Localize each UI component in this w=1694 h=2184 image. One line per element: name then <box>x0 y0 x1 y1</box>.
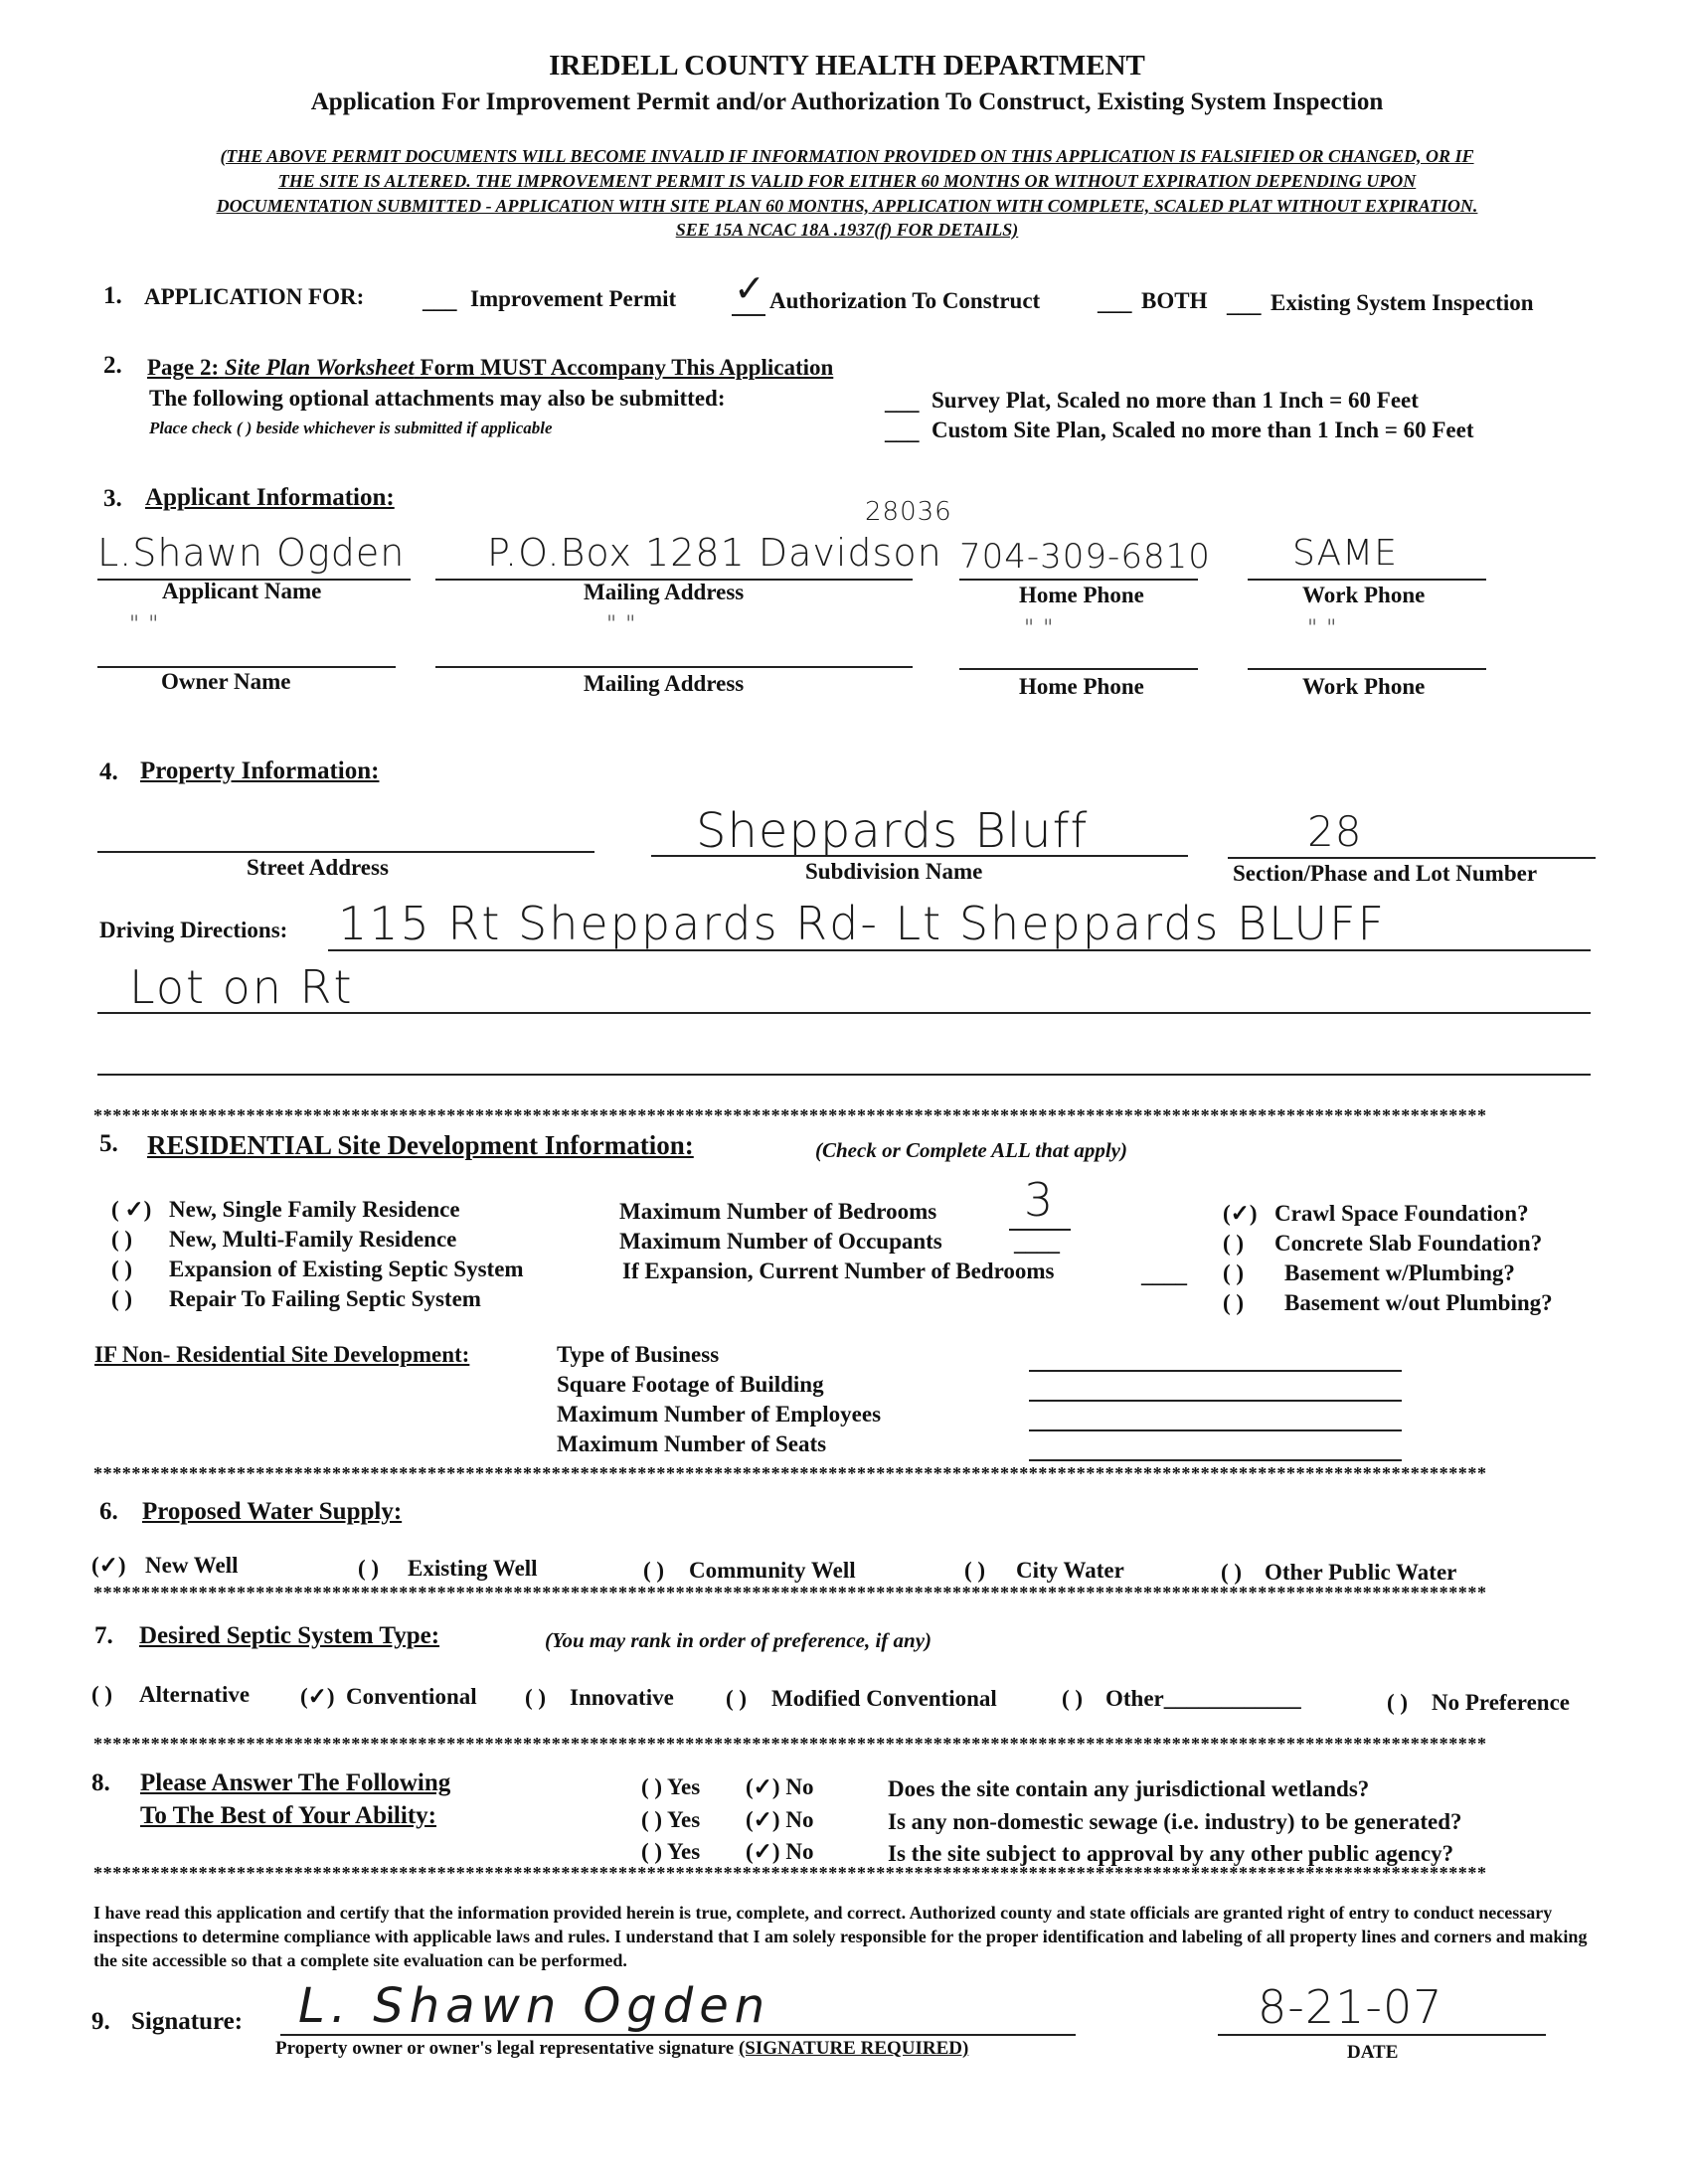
home-phone-label: Home Phone <box>1019 583 1144 607</box>
validity-warning-line-1: (THE ABOVE PERMIT DOCUMENTS WILL BECOME INVALID IF INFORMATION PROVIDED ON THIS APPLICATION IS FALSIFIED OR CHANGED, OR IF <box>220 146 1474 166</box>
agency-yes[interactable]: ( ) Yes <box>641 1839 701 1864</box>
max-seats-label: Maximum Number of Seats <box>557 1431 827 1456</box>
basement-plumbing-checkbox[interactable]: ( ) <box>1223 1260 1245 1285</box>
authorization-check-mark: ✓ <box>734 266 766 310</box>
type-of-business-label: Type of Business <box>557 1342 720 1367</box>
owner-mailing-address-label: Mailing Address <box>584 671 745 696</box>
subdivision-name-field[interactable] <box>651 855 1188 857</box>
basement-plumbing-label: Basement w/Plumbing? <box>1284 1260 1515 1285</box>
section-4-number: 4. <box>99 758 118 785</box>
expansion-checkbox[interactable]: ( ) <box>111 1257 133 1281</box>
max-bedrooms-value: 3 <box>1024 1173 1055 1227</box>
max-employees-field[interactable] <box>1029 1429 1402 1431</box>
innovative-label: Innovative <box>570 1685 674 1710</box>
date-caption: DATE <box>1347 2042 1399 2063</box>
applicant-name-label: Applicant Name <box>162 579 322 603</box>
expansion-label: Expansion of Existing Septic System <box>169 1257 524 1281</box>
validity-warning-line-4: SEE 15A NCAC 18A .1937(f) FOR DETAILS) <box>675 220 1019 240</box>
current-bedrooms-label: If Expansion, Current Number of Bedrooms <box>622 1259 1055 1283</box>
owner-work-phone-ditto: " " <box>1307 616 1338 641</box>
crawl-space-label: Crawl Space Foundation? <box>1274 1201 1529 1226</box>
signature-value: L. Shawn Ogden <box>298 1978 771 2034</box>
form-subtitle: Application For Improvement Permit and/or Authorization To Construct, Existing System Inspection <box>310 88 1384 115</box>
type-of-business-field[interactable] <box>1029 1370 1402 1372</box>
sewage-yes[interactable]: ( ) Yes <box>641 1807 701 1832</box>
conventional-checkbox[interactable]: (✓) <box>300 1684 335 1709</box>
other-septic-label[interactable]: Other____________ <box>1105 1686 1301 1711</box>
wetlands-yes[interactable]: ( ) Yes <box>641 1774 701 1799</box>
application-for-label: APPLICATION FOR: <box>144 284 365 309</box>
driving-directions-label: Driving Directions: <box>99 918 288 942</box>
section-5-number: 5. <box>99 1130 118 1157</box>
separator: ************************************************************************************************************************************************** <box>93 1463 1487 1483</box>
custom-site-plan-option: Custom Site Plan, Scaled no more than 1 Inch = 60 Feet <box>932 418 1474 442</box>
improvement-permit-option: Improvement Permit <box>470 286 677 311</box>
survey-plat-option: Survey Plat, Scaled no more than 1 Inch = 60 Feet <box>932 388 1419 413</box>
authorization-option: Authorization To Construct <box>769 288 1041 313</box>
wetlands-no[interactable]: (✓) No <box>746 1774 814 1799</box>
owner-work-phone-label: Work Phone <box>1302 674 1426 699</box>
alternative-checkbox[interactable]: ( ) <box>91 1682 113 1707</box>
owner-name-label: Owner Name <box>161 669 291 694</box>
max-seats-field[interactable] <box>1029 1459 1402 1461</box>
driving-directions-value-1: 115 Rt Sheppards Rd- Lt Sheppards BLUFF <box>338 897 1387 950</box>
rank-preference-note: (You may rank in order of preference, if any) <box>545 1628 932 1652</box>
section-7-number: 7. <box>94 1622 113 1649</box>
answer-following-heading-1: Please Answer The Following <box>140 1769 451 1796</box>
max-occupants-field[interactable]: ____ <box>1014 1231 1060 1256</box>
sewage-no[interactable]: (✓) No <box>746 1807 814 1832</box>
max-employees-label: Maximum Number of Employees <box>557 1402 882 1427</box>
custom-site-plan-blank[interactable]: ___ <box>885 420 920 444</box>
home-phone-value: 704-309-6810 <box>959 537 1211 577</box>
owner-mailing-ditto: " " <box>606 612 637 637</box>
applicant-name-value: L.Shawn Ogden <box>97 531 406 575</box>
separator: ************************************************************************************************************************************************** <box>93 1105 1487 1125</box>
survey-plat-blank[interactable]: ___ <box>885 390 920 415</box>
owner-name-field[interactable] <box>97 666 396 668</box>
applicant-info-heading: Applicant Information: <box>145 484 395 511</box>
street-address-field[interactable] <box>97 851 594 853</box>
owner-name-ditto: " " <box>129 612 160 637</box>
street-address-label: Street Address <box>247 855 389 880</box>
driving-directions-field-1[interactable] <box>328 949 1591 951</box>
agency-question: Is the site subject to approval by any other public agency? <box>888 1841 1454 1866</box>
basement-no-plumbing-label: Basement w/out Plumbing? <box>1284 1290 1553 1315</box>
section-6-number: 6. <box>99 1498 118 1525</box>
subdivision-name-value: Sheppards Bluff <box>696 803 1089 859</box>
new-well-label: New Well <box>145 1553 239 1578</box>
other-public-water-checkbox[interactable]: ( ) <box>1221 1560 1243 1585</box>
section-2-number: 2. <box>103 352 122 379</box>
form-title: IREDELL COUNTY HEALTH DEPARTMENT <box>549 50 1145 82</box>
work-phone-value: SAME <box>1292 533 1398 574</box>
residential-heading: RESIDENTIAL Site Development Information: <box>147 1130 694 1160</box>
community-well-label: Community Well <box>689 1558 856 1583</box>
modified-conventional-label: Modified Conventional <box>771 1686 997 1711</box>
other-public-water-label: Other Public Water <box>1265 1560 1457 1585</box>
home-phone-field[interactable] <box>959 579 1198 581</box>
other-septic-checkbox[interactable]: ( ) <box>1062 1686 1084 1711</box>
square-footage-field[interactable] <box>1029 1400 1402 1402</box>
driving-directions-value-2: Lot on Rt <box>129 960 354 1014</box>
slab-label: Concrete Slab Foundation? <box>1274 1231 1543 1256</box>
section-8-number: 8. <box>91 1769 110 1796</box>
zip-code-value: 28036 <box>865 497 952 527</box>
existing-inspection-blank[interactable]: ___ <box>1227 292 1262 317</box>
water-supply-heading: Proposed Water Supply: <box>142 1498 403 1525</box>
section-3-number: 3. <box>103 485 122 512</box>
work-phone-field[interactable] <box>1248 579 1486 581</box>
section-9-number: 9. <box>91 2008 110 2035</box>
multi-family-label: New, Multi-Family Residence <box>169 1227 457 1252</box>
single-family-label: New, Single Family Residence <box>169 1197 460 1222</box>
validity-warning-line-2: THE SITE IS ALTERED. THE IMPROVEMENT PERMIT IS VALID FOR EITHER 60 MONTHS OR WITHOUT EXPIRATION DEPENDING UPON <box>277 171 1417 191</box>
both-option: BOTH <box>1141 288 1208 313</box>
owner-home-phone-field[interactable] <box>959 668 1198 670</box>
lot-number-value: 28 <box>1307 807 1363 856</box>
optional-attachments-text: The following optional attachments may also be submitted: <box>149 386 726 411</box>
crawl-space-checkbox[interactable]: (✓) <box>1223 1201 1258 1226</box>
max-bedrooms-label: Maximum Number of Bedrooms <box>619 1199 937 1224</box>
existing-well-label: Existing Well <box>408 1556 538 1581</box>
signature-field[interactable] <box>280 2034 1076 2036</box>
repair-checkbox[interactable]: ( ) <box>111 1286 133 1311</box>
square-footage-label: Square Footage of Building <box>557 1372 824 1397</box>
date-value: 8-21-07 <box>1258 1980 1443 2034</box>
validity-warning-line-3: DOCUMENTATION SUBMITTED - APPLICATION WITH SITE PLAN 60 MONTHS, APPLICATION WITH COMPLETE, SCALED PLAT WITHOUT EXPIRATION. <box>216 196 1478 216</box>
check-all-note: (Check or Complete ALL that apply) <box>815 1138 1127 1162</box>
authorization-blank[interactable] <box>732 314 765 316</box>
existing-inspection-option: Existing System Inspection <box>1270 290 1534 315</box>
improvement-permit-blank[interactable]: ___ <box>423 288 457 313</box>
agency-no[interactable]: (✓) No <box>746 1839 814 1864</box>
separator: ************************************************************************************************************************************************** <box>93 1583 1487 1602</box>
wetlands-question: Does the site contain any jurisdictional wetlands? <box>888 1776 1370 1801</box>
current-bedrooms-field[interactable]: ____ <box>1141 1262 1187 1287</box>
subdivision-name-label: Subdivision Name <box>805 859 983 884</box>
section-1-number: 1. <box>103 282 122 309</box>
max-occupants-label: Maximum Number of Occupants <box>619 1229 942 1254</box>
slab-checkbox[interactable]: ( ) <box>1223 1231 1245 1256</box>
owner-mailing-address-field[interactable] <box>435 666 913 668</box>
driving-directions-field-2[interactable] <box>97 1012 1591 1014</box>
single-family-checkbox[interactable]: ( ✓) <box>111 1197 152 1222</box>
existing-well-checkbox[interactable]: ( ) <box>358 1556 380 1581</box>
owner-home-phone-label: Home Phone <box>1019 674 1144 699</box>
multi-family-checkbox[interactable]: ( ) <box>111 1227 133 1252</box>
repair-label: Repair To Failing Septic System <box>169 1286 481 1311</box>
signature-label: Signature: <box>131 2008 244 2035</box>
separator: ************************************************************************************************************************************************** <box>93 1734 1487 1754</box>
place-check-instruction: Place check ( ) beside whichever is submitted if applicable <box>149 419 553 437</box>
city-water-label: City Water <box>1016 1558 1124 1583</box>
mailing-address-value: P.O.Box 1281 Davidson <box>487 531 942 575</box>
owner-work-phone-field[interactable] <box>1248 668 1486 670</box>
property-info-heading: Property Information: <box>140 757 380 784</box>
innovative-checkbox[interactable]: ( ) <box>525 1685 547 1710</box>
date-field[interactable] <box>1218 2034 1546 2036</box>
alternative-label: Alternative <box>139 1682 251 1707</box>
basement-no-plumbing-checkbox[interactable]: ( ) <box>1223 1290 1245 1315</box>
non-residential-label: IF Non- Residential Site Development: <box>94 1342 470 1367</box>
no-preference-checkbox[interactable]: ( ) <box>1387 1690 1409 1715</box>
both-blank[interactable]: ___ <box>1098 290 1132 315</box>
new-well-checkbox[interactable]: (✓) <box>91 1553 126 1578</box>
certification-text: I have read this application and certify that the information provided herein is true, complete, and correct. Authorized county and state officials are granted right of entry to conduct necessary inspections to determine compliance with applicable laws and rules. I understand that I am solely responsible for the proper identification and labeling of all property lines and corners and making the site accessible so that a complete site evaluation can be performed. <box>93 1903 1588 1970</box>
modified-conventional-checkbox[interactable]: ( ) <box>726 1686 748 1711</box>
driving-directions-field-3[interactable] <box>97 1074 1591 1076</box>
owner-home-phone-ditto: " " <box>1024 616 1055 641</box>
site-plan-heading: Page 2: Site Plan Worksheet Form MUST Accompany This Application <box>147 355 834 380</box>
conventional-label: Conventional <box>346 1684 477 1709</box>
signature-caption: Property owner or owner's legal representative signature (SIGNATURE REQUIRED) <box>275 2038 969 2059</box>
work-phone-label: Work Phone <box>1302 583 1426 607</box>
no-preference-label: No Preference <box>1432 1690 1570 1715</box>
section-lot-label: Section/Phase and Lot Number <box>1233 861 1538 886</box>
mailing-address-label: Mailing Address <box>584 580 745 604</box>
septic-type-heading: Desired Septic System Type: <box>139 1622 440 1649</box>
section-lot-field[interactable] <box>1228 857 1596 859</box>
sewage-question: Is any non-domestic sewage (i.e. industry) to be generated? <box>888 1809 1462 1834</box>
community-well-checkbox[interactable]: ( ) <box>643 1558 665 1583</box>
city-water-checkbox[interactable]: ( ) <box>964 1558 986 1583</box>
separator: ************************************************************************************************************************************************** <box>93 1863 1487 1883</box>
answer-following-heading-2: To The Best of Your Ability: <box>140 1802 436 1829</box>
